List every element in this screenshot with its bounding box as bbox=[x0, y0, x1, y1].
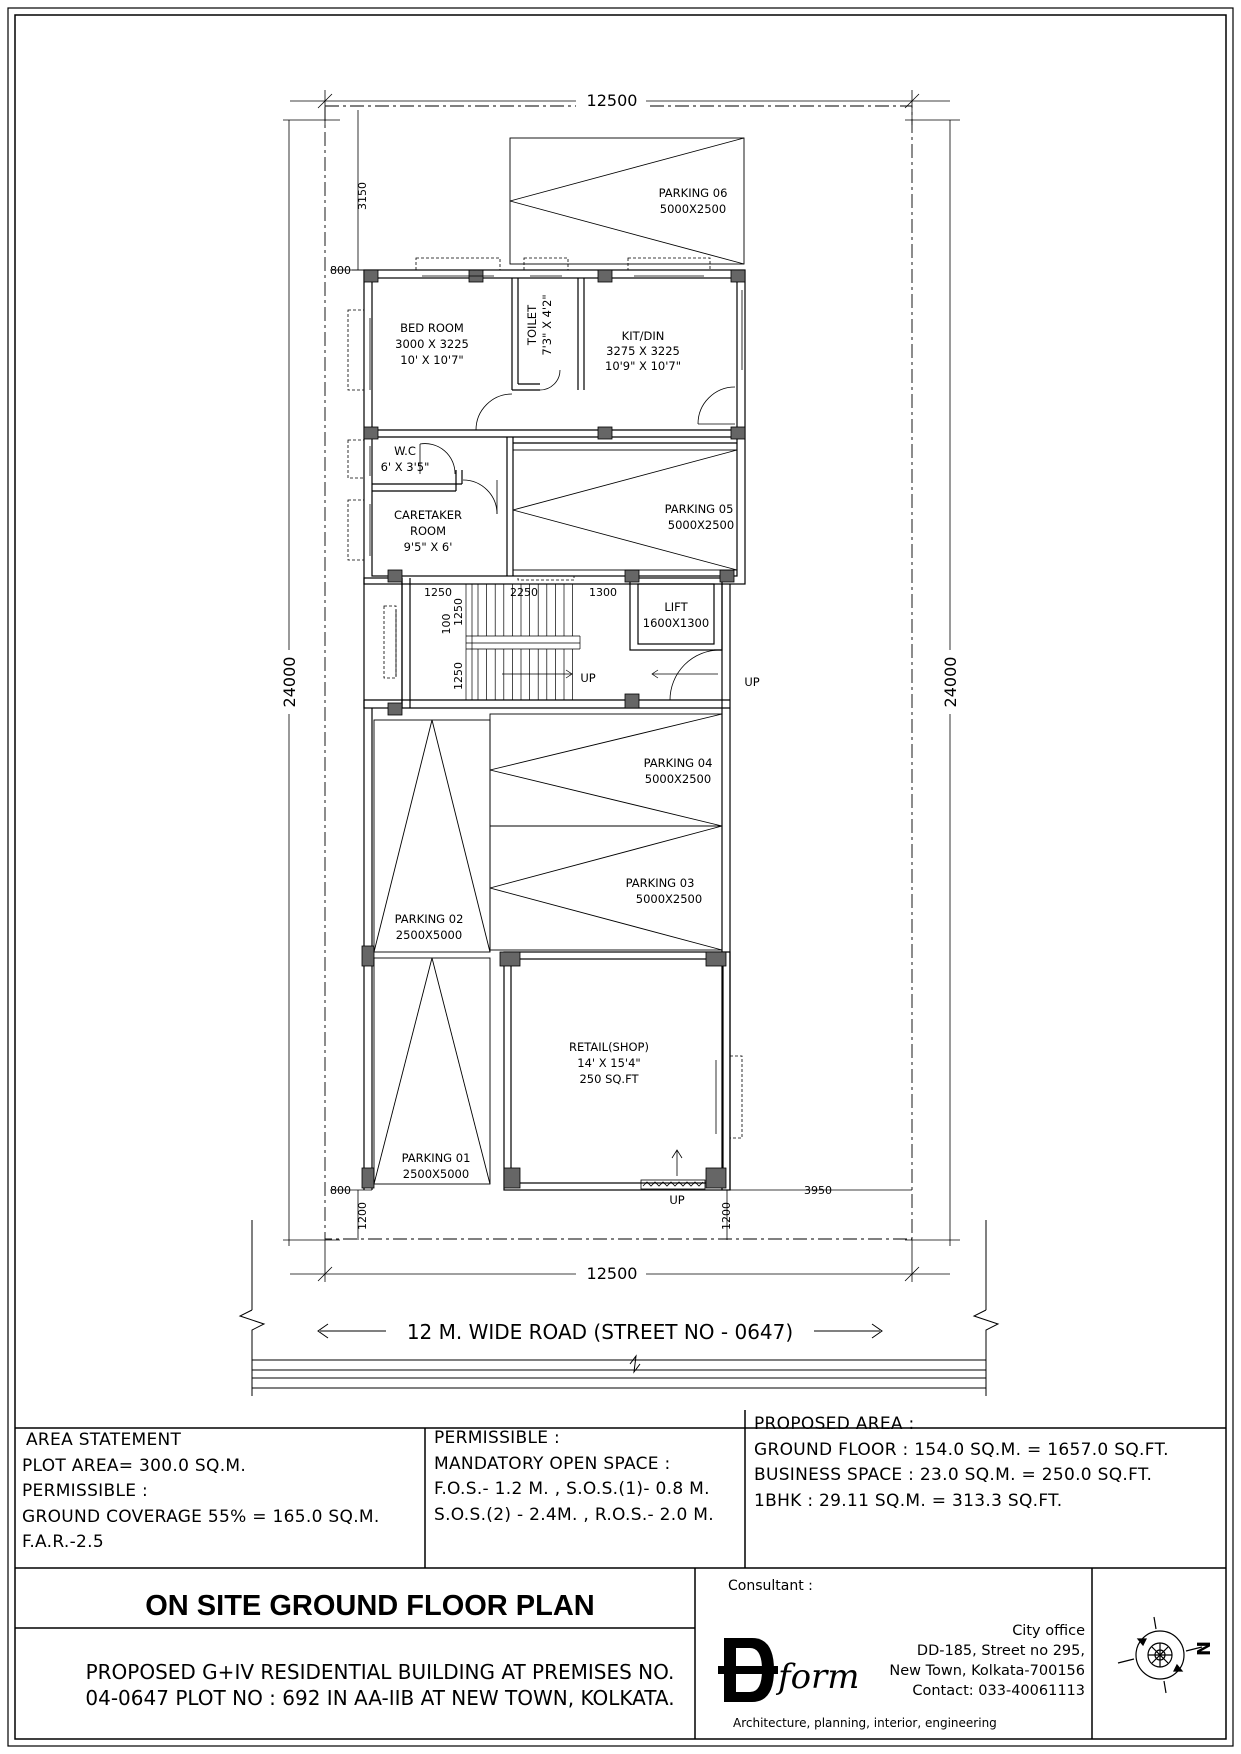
parking06-size: 5000X2500 bbox=[659, 202, 727, 216]
dim-front-right: 1200 bbox=[720, 1202, 733, 1230]
lift-name: LIFT bbox=[664, 600, 688, 614]
dim-bottom-width: 12500 bbox=[586, 1264, 638, 1283]
north-label: N bbox=[1192, 1641, 1213, 1657]
area-line: PLOT AREA= 300.0 SQ.M. bbox=[22, 1455, 247, 1476]
area-statement-col1 bbox=[22, 1428, 380, 1556]
entry-up-label: UP bbox=[744, 675, 760, 689]
lift-size: 1600X1300 bbox=[642, 616, 710, 630]
caretaker-size: 9'5" X 6' bbox=[403, 540, 453, 554]
columns bbox=[362, 270, 745, 1188]
toilet-name: TOILET bbox=[525, 304, 539, 346]
kitdin-size-mm: 3275 X 3225 bbox=[606, 344, 680, 358]
parking05-name: PARKING 05 bbox=[664, 502, 734, 516]
dimension-lines bbox=[283, 90, 960, 1282]
parking06-name: PARKING 06 bbox=[658, 186, 728, 200]
dim-top-width: 12500 bbox=[586, 91, 638, 110]
road-label: 12 M. WIDE ROAD (STREET NO - 0647) bbox=[406, 1320, 794, 1344]
parking02-size: 2500X5000 bbox=[395, 928, 463, 942]
wc-name: W.C bbox=[394, 444, 416, 458]
drawing-title: ON SITE GROUND FLOOR PLAN bbox=[145, 1590, 595, 1622]
consultant-office bbox=[889, 1621, 1085, 1701]
road bbox=[240, 1220, 998, 1396]
dim-stair-w3: 1300 bbox=[589, 586, 617, 599]
office-line: New Town, Kolkata-700156 bbox=[889, 1663, 1085, 1679]
area-line: S.O.S.(2) - 2.4M. , R.O.S.- 2.0 M. bbox=[434, 1504, 714, 1525]
dim-left-height: 24000 bbox=[280, 656, 299, 708]
dim-side-right: 3950 bbox=[804, 1184, 832, 1197]
consultant-logo bbox=[716, 1630, 861, 1714]
retail-area: 250 SQ.FT bbox=[579, 1072, 639, 1086]
caretaker-name2: ROOM bbox=[409, 524, 447, 538]
dim-stair-gap: 100 bbox=[440, 613, 453, 635]
kitdin-name: KIT/DIN bbox=[621, 329, 665, 343]
office-line: Contact: 033-40061113 bbox=[912, 1683, 1085, 1699]
dim-front-left: 1200 bbox=[356, 1202, 369, 1230]
consultant-tagline: Architecture, planning, interior, engineering bbox=[733, 1716, 997, 1730]
dim-right-height: 24000 bbox=[941, 656, 960, 708]
area-line: 1BHK : 29.11 SQ.M. = 313.3 SQ.FT. bbox=[754, 1490, 1063, 1511]
parking05-size: 5000X2500 bbox=[667, 518, 735, 532]
retail-size: 14' X 15'4" bbox=[577, 1056, 641, 1070]
area-line: PERMISSIBLE : bbox=[22, 1481, 148, 1501]
parking03-name: PARKING 03 bbox=[625, 876, 695, 890]
area-line: AREA STATEMENT bbox=[26, 1430, 182, 1450]
project-description bbox=[40, 1659, 720, 1711]
dform-logo-icon bbox=[716, 1630, 861, 1710]
project-line: PROPOSED G+IV RESIDENTIAL BUILDING AT PREMISES NO. bbox=[85, 1660, 675, 1684]
office-line: City office bbox=[1012, 1623, 1085, 1639]
dim-rear-setback: 3150 bbox=[356, 182, 369, 210]
area-line: F.O.S.- 1.2 M. , S.O.S.(1)- 0.8 M. bbox=[434, 1479, 710, 1499]
area-line: GROUND COVERAGE 55% = 165.0 SQ.M. bbox=[22, 1506, 380, 1527]
area-line: PROPOSED AREA : bbox=[754, 1414, 915, 1434]
caretaker-name1: CARETAKER bbox=[394, 508, 462, 522]
toilet-size: 7'3" X 4'2" bbox=[540, 294, 554, 356]
retail-name: RETAIL(SHOP) bbox=[569, 1040, 649, 1054]
stair-up-label: UP bbox=[580, 671, 596, 685]
shop-up-label: UP bbox=[669, 1193, 685, 1207]
building-walls bbox=[364, 270, 745, 1190]
bedroom-name: BED ROOM bbox=[400, 321, 464, 335]
parking03-size: 5000X2500 bbox=[635, 892, 703, 906]
windows bbox=[348, 258, 742, 1138]
area-line: MANDATORY OPEN SPACE : bbox=[434, 1453, 671, 1474]
dim-stair-w2: 2250 bbox=[510, 586, 538, 599]
area-line: BUSINESS SPACE : 23.0 SQ.M. = 250.0 SQ.FT. bbox=[754, 1465, 1153, 1485]
area-statement-col2 bbox=[434, 1426, 714, 1528]
parking04-size: 5000X2500 bbox=[644, 772, 712, 786]
area-line: PERMISSIBLE : bbox=[434, 1428, 560, 1448]
bedroom-size-ft: 10' X 10'7" bbox=[400, 353, 464, 367]
bedroom-size-mm: 3000 X 3225 bbox=[395, 337, 469, 351]
dim-stair-h1: 1250 bbox=[452, 598, 465, 626]
parking01-size: 2500X5000 bbox=[402, 1167, 470, 1181]
area-statement-col3 bbox=[754, 1412, 1169, 1514]
area-line: GROUND FLOOR : 154.0 SQ.M. = 1657.0 SQ.FT. bbox=[754, 1439, 1169, 1460]
parking02-name: PARKING 02 bbox=[394, 912, 464, 926]
svg-text:form: form bbox=[778, 1657, 860, 1697]
parking01-name: PARKING 01 bbox=[401, 1151, 471, 1165]
dim-stair-h2: 1250 bbox=[452, 662, 465, 690]
area-line: F.A.R.-2.5 bbox=[22, 1532, 104, 1552]
wc-size: 6' X 3'5" bbox=[380, 460, 430, 474]
dim-stair-w1: 1250 bbox=[424, 586, 452, 599]
project-line: 04-0647 PLOT NO : 692 IN AA-IIB AT NEW TOWN, KOLKATA. bbox=[85, 1686, 675, 1710]
dim-wall-top: 800 bbox=[330, 264, 351, 277]
office-line: DD-185, Street no 295, bbox=[916, 1643, 1085, 1659]
kitdin-size-ft: 10'9" X 10'7" bbox=[605, 359, 681, 373]
north-arrow-icon bbox=[1118, 1617, 1202, 1693]
parking04-name: PARKING 04 bbox=[643, 756, 713, 770]
consultant-label: Consultant : bbox=[728, 1578, 813, 1594]
dim-wall-bottom: 800 bbox=[330, 1184, 351, 1197]
